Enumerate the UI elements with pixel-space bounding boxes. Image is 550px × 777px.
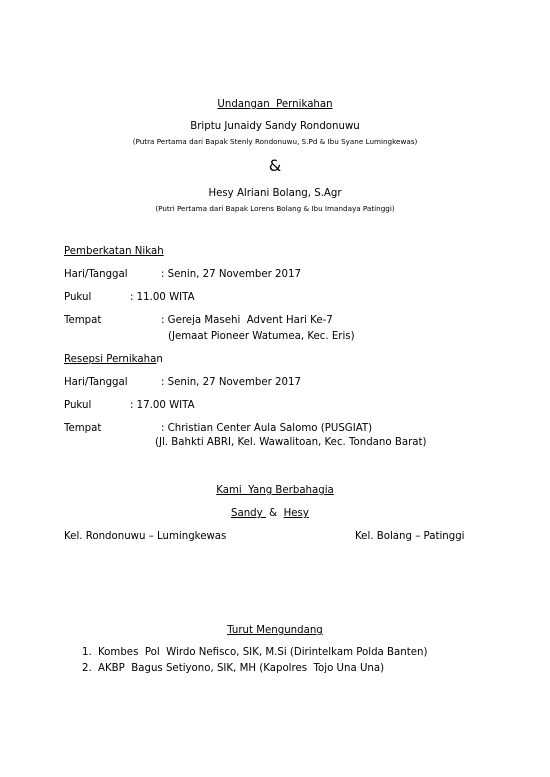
ampersand: & — [268, 156, 282, 175]
pemberkatan-place-value: : Gereja Masehi Advent Hari Ke-7 — [161, 315, 333, 326]
groom-name: Briptu Junaidy Sandy Rondonuwu — [190, 121, 360, 132]
pemberkatan-time-label: Pukul — [64, 292, 92, 303]
pemberkatan-time-value: : 11.00 WITA — [130, 292, 195, 303]
couple-name-left: Sandy — [231, 508, 266, 519]
resepsi-date-label: Hari/Tanggal — [64, 377, 128, 388]
bride-parents: (Putri Pertama dari Bapak Lorens Bolang & Ibu Imandaya Patinggi) — [155, 204, 395, 213]
document-title: Undangan Pernikahan — [217, 99, 333, 110]
resepsi-place-value: : Christian Center Aula Salomo (PUSGIAT) — [161, 423, 373, 434]
pemberkatan-place-label: Tempat — [64, 315, 102, 326]
resepsi-heading — [64, 355, 163, 365]
resepsi-time-value: : 17.00 WITA — [130, 400, 195, 411]
pemberkatan-date-value: : Senin, 27 November 2017 — [161, 269, 301, 280]
closing-heading: Kami Yang Berbahagia — [216, 485, 334, 496]
list-item-number: 1. — [82, 647, 92, 658]
resepsi-date-value: : Senin, 27 November 2017 — [161, 377, 301, 388]
pemberkatan-date-label: Hari/Tanggal — [64, 269, 128, 280]
resepsi-heading-rest: n — [156, 354, 163, 365]
couple-name-right: Hesy — [283, 508, 309, 519]
resepsi-place-label: Tempat — [64, 423, 102, 434]
family-right: Kel. Bolang – Patinggi — [355, 531, 465, 542]
bride-name: Hesy Alriani Bolang, S.Agr — [208, 188, 342, 199]
resepsi-place-detail: (Jl. Bahkti ABRI, Kel. Wawalitoan, Kec. Tondano Barat) — [155, 437, 427, 448]
list-item-number: 2. — [82, 663, 92, 674]
couple-amp: & — [265, 508, 284, 519]
resepsi-heading-underlined: Resepsi Pernikaha — [64, 354, 157, 365]
resepsi-time-label: Pukul — [64, 400, 92, 411]
list-item-text: Kombes Pol Wirdo Nefisco, SIK, M.Si (Dirintelkam Polda Banten) — [98, 647, 428, 658]
list-item-text: AKBP Bagus Setiyono, SIK, MH (Kapolres Tojo Una Una) — [98, 663, 385, 674]
turut-heading: Turut Mengundang — [227, 625, 323, 636]
pemberkatan-place-detail: (Jemaat Pioneer Watumea, Kec. Eris) — [168, 331, 355, 342]
couple-names — [231, 509, 309, 519]
pemberkatan-heading: Pemberkatan Nikah — [64, 246, 164, 257]
groom-parents: (Putra Pertama dari Bapak Stenly Rondonuwu, S.Pd & Ibu Syane Lumingkewas) — [132, 137, 418, 146]
family-left: Kel. Rondonuwu – Lumingkewas — [64, 531, 227, 542]
